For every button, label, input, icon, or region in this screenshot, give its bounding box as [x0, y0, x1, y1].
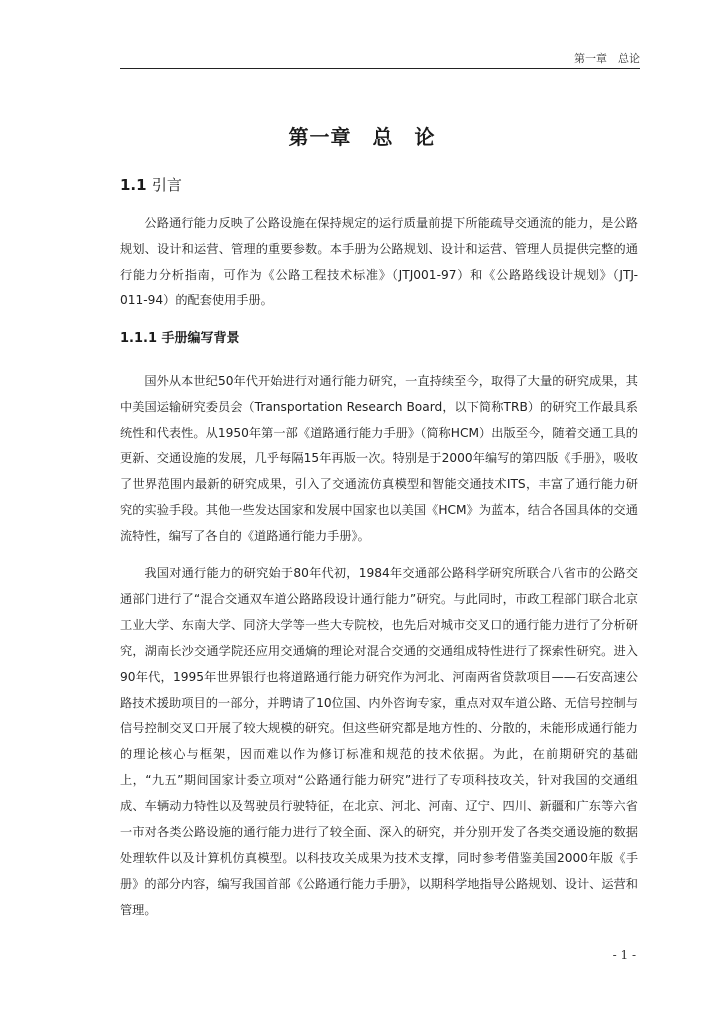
background-paragraph-domestic: 我国对通行能力的研究始于80年代初，1984年交通部公路科学研究所联合八省市的公路交通部门进行了“混合交通双车道公路路段设计通行能力”研究。与此同时，市政工程部门联合北京工业大学、东南大学、同济大学等一些大专院校，也先后对城市交叉口的通行能力进行了分析研究，湖南长沙交通学院还应用交通熵的理论对混合交通的交通组成特性进行了探索性研究。进入90年代，1995年世界银行也将道路通行能力研究作为河北、河南两省贷款项目——石安高速公路技术援助项目的一部分，并聘请了10位国、内外咨询专家，重点对双车道公路、无信号控制与信号控制交叉口开展了较大规模的研究。但这些研究都是地方性的、分散的，未能形成通行能力的理论核心与框架，因而难以作为修订标准和规范的技术依据。为此，在前期研究的基础上，“九五”期间国家计委立项对“公路通行能力研究”进行了专项科技攻关，针对我国的交通组成、车辆动力特性以及驾驶员行驶特征，在北京、河北、河南、辽宁、四川、新疆和广东等六省一市对各类公路设施的通行能力进行了较全面、深入的研究，并分别开发了各类交通设施的数据处理软件以及计算机仿真模型。以科技攻关成果为技术支撑，同时参考借鉴美国2000年版《手册》的部分内容，编写我国首部《公路通行能力手册》，以期科学地指导公路规划、设计、运营和管理。 [120, 566, 638, 917]
section-title: 引言 [151, 176, 182, 194]
background-paragraph-foreign: 国外从本世纪50年代开始进行对通行能力研究，一直持续至今，取得了大量的研究成果，其中美国运输研究委员会（Transportation Research Board，以下简称TRB）的研究工作最具系统性和代表性。从1950年第一部《道路通行能力手册》（简称HCM）出版至今，随着交通工具的更新、交通设施的发展，几乎每隔15年再版一次。特别是于2000年编写的第四版《手册》，吸收了世界范围内最新的研究成果，引入了交通流仿真模型和智能交通技术ITS，丰富了通行能力研究的实验手段。其他一些发达国家和发展中国家也以美国《HCM》为蓝本，结合各国具体的交通流特性，编写了各自的《道路通行能力手册》。 [120, 374, 638, 543]
header-rule [120, 68, 640, 69]
subsection-number: 1.1.1 [120, 331, 158, 346]
running-header: 第一章 总论 [574, 52, 640, 65]
page-number: - 1 - [612, 948, 636, 962]
subsection-title: 手册编写背景 [161, 331, 240, 346]
section-heading [120, 174, 182, 195]
subsection-heading [120, 327, 240, 346]
chapter-title: 第一章 总 论 [288, 125, 436, 150]
intro-paragraph: 公路通行能力反映了公路设施在保持规定的运行质量前提下所能疏导交通流的能力，是公路规划、设计和运营、管理的重要参数。本手册为公路规划、设计和运营、管理人员提供完整的通行能力分析指南，可作为《公路工程技术标准》（JTJ001-97）和《公路路线设计规划》（JTJ-011-94）的配套使用手册。 [120, 216, 638, 308]
section-number: 1.1 [120, 176, 147, 194]
